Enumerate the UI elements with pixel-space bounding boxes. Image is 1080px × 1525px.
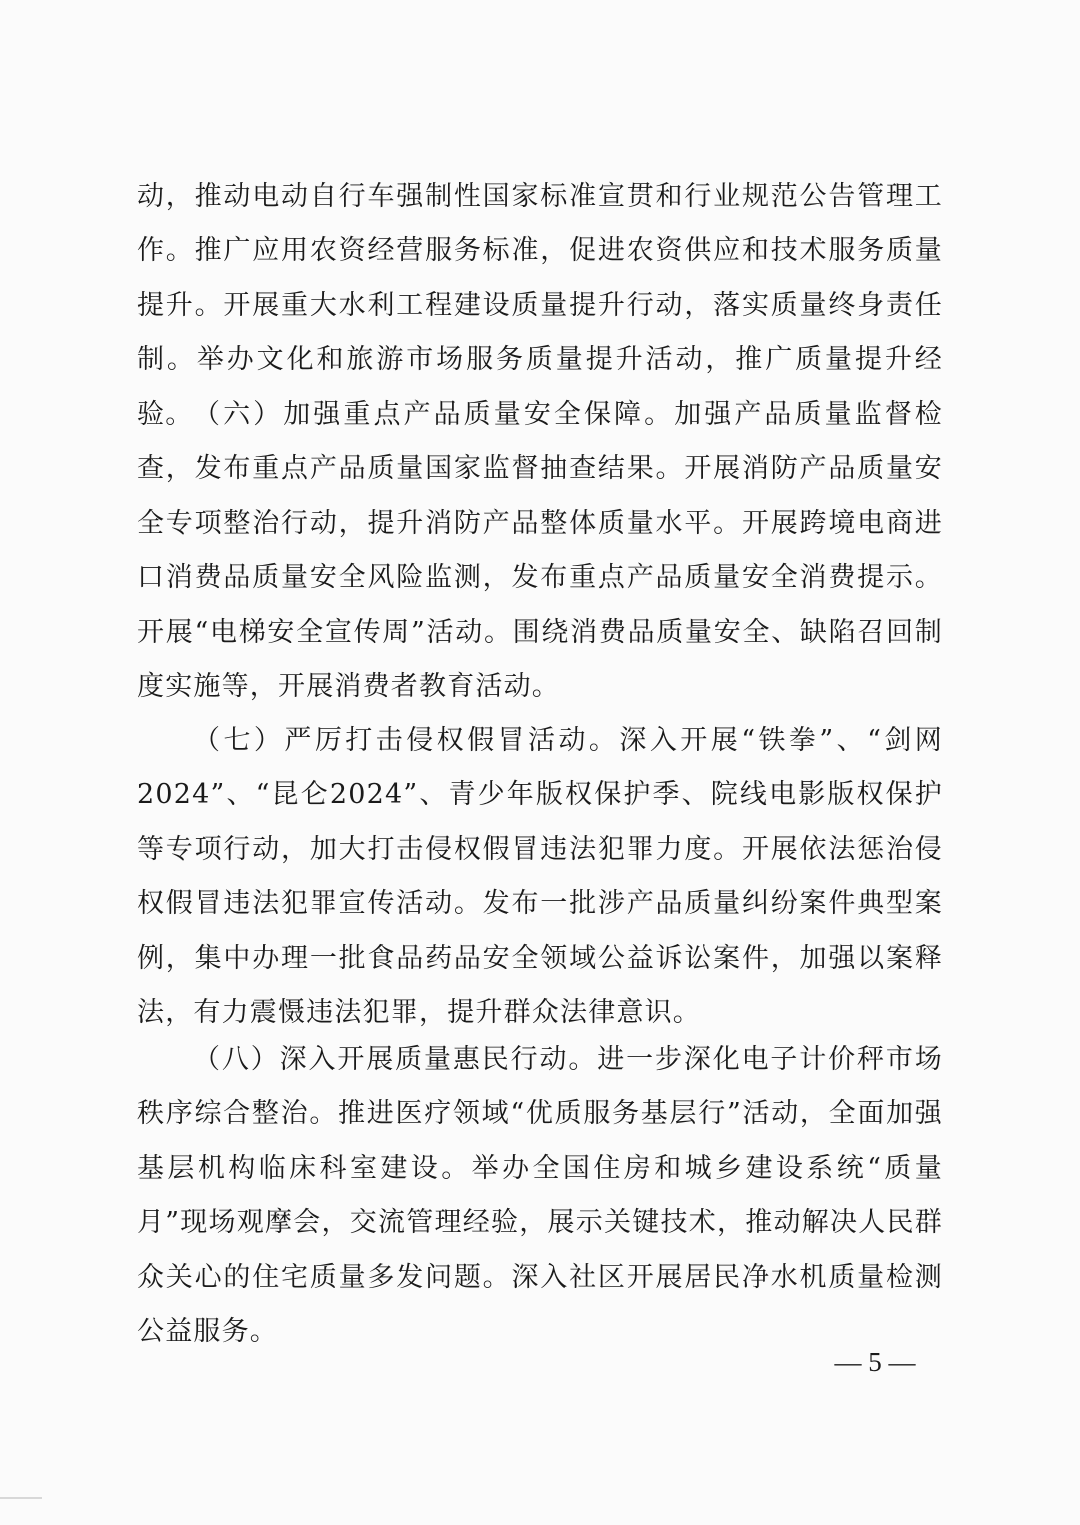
page-number: — 5 —	[834, 1347, 916, 1377]
paragraph-continuation: 动，推动电动自行车强制性国家标准宣贯和行业规范公告管理工作。推广应用农资经营服务标准，促进农资供应和技术服务质量提升。开展重大水利工程建设质量提升行动，落实质量终身责任制。举办文化和旅游市场服务质量提升活动，推广质量提升经验。	[137, 181, 943, 430]
paragraph-section-7: （七）严厉打击侵权假冒活动。深入开展“铁拳”、“剑网2024”、“昆仑2024”、青少年版权保护季、院线电影版权保护等专项行动，加大打击侵权假冒违法犯罪力度。开展依法惩治侵权假冒违法犯罪宣传活动。发布一批涉产品质量纠纷案件典型案例，集中办理一批食品药品安全领域公益诉讼案件，加强以案释法，有力震慑违法犯罪，提升群众法律意识。	[137, 725, 944, 1029]
paragraph-section-8: （八）深入开展质量惠民行动。进一步深化电子计价秤市场秩序综合整治。推进医疗领域“优质服务基层行”活动，全面加强基层机构临床科室建设。举办全国住房和城乡建设系统“质量月”现场观摩会，交流管理经验，展示关键技术，推动解决人民群众关心的住宅质量多发问题。深入社区开展居民净水机质量检测公益服务。	[137, 1044, 943, 1348]
scan-edge-mark	[0, 1497, 42, 1499]
paragraph-section-6: （六）加强重点产品质量安全保障。加强产品质量监督检查，发布重点产品质量国家监督抽查结果。开展消防产品质量安全专项整治行动，提升消防产品整体质量水平。开展跨境电商进口消费品质量安全风险监测，发布重点产品质量安全消费提示。开展“电梯安全宣传周”活动。围绕消费品质量安全、缺陷召回制度实施等，开展消费者教育活动。	[137, 399, 943, 703]
